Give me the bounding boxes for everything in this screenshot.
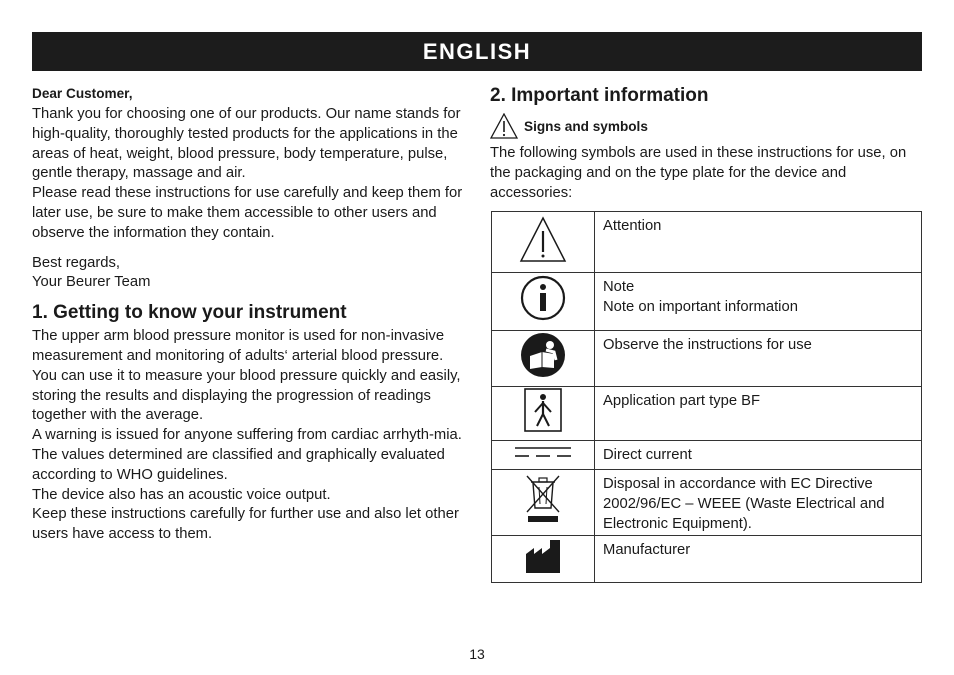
symbol-description: Manufacturer bbox=[603, 542, 691, 558]
symbol-description: Note bbox=[603, 279, 635, 295]
section-1-title: 1. Getting to know your instrument bbox=[32, 302, 347, 324]
symbols-intro: The following symbols are used in these instructions for use, on the packaging and on the type plate for the device and accessories: bbox=[490, 145, 907, 201]
intro-paragraph-2: Please read these instructions for use carefully and keep them for later use, be sure to make them accessible to other users and observe the information they contain. bbox=[32, 185, 463, 241]
language-banner bbox=[32, 32, 922, 71]
right-column bbox=[490, 84, 922, 203]
signs-heading: Signs and symbols bbox=[524, 118, 648, 134]
team-signature: Your Beurer Team bbox=[32, 274, 151, 291]
symbol-description: Disposal in accordance with EC Directive 2002/96/EC – WEEE (Waste Electrical and Electronic Equipment). bbox=[603, 476, 885, 532]
symbol-description: Attention bbox=[603, 218, 662, 234]
language-title: ENGLISH bbox=[422, 38, 532, 64]
greeting: Dear Customer, bbox=[32, 86, 133, 101]
direct-current-icon bbox=[513, 445, 573, 459]
table-row bbox=[492, 470, 922, 536]
section-1-paragraph: Keep these instructions carefully for further use and also let other users have access to them. bbox=[32, 506, 459, 543]
section-2-title: 2. Important information bbox=[490, 85, 709, 106]
symbol-description: Direct current bbox=[603, 447, 692, 463]
symbol-description: Observe the instructions for use bbox=[603, 337, 812, 353]
signs-heading-row bbox=[490, 112, 922, 140]
section-1-paragraph: A warning is issued for anyone suffering from cardiac arrhyth-mia. bbox=[32, 427, 462, 444]
weee-crossed-bin-icon bbox=[525, 474, 561, 524]
regards: Best regards, bbox=[32, 254, 121, 271]
type-bf-person-icon bbox=[524, 388, 562, 432]
symbol-description-detail: Note on important information bbox=[603, 298, 798, 315]
warning-triangle-icon bbox=[490, 113, 518, 139]
table-row bbox=[492, 212, 922, 273]
attention-triangle-icon bbox=[519, 215, 567, 263]
table-row bbox=[492, 536, 922, 583]
table-row bbox=[492, 273, 922, 331]
left-column bbox=[32, 84, 468, 545]
symbols-table bbox=[491, 211, 922, 583]
section-1-paragraph: The device also has an acoustic voice output. bbox=[32, 486, 331, 503]
intro-paragraph-1: Thank you for choosing one of our products. Our name stands for high-quality, thoroughly tested products for the applications in the areas of heat, weight, blood pressure, body temperature, pulse, gentle therapy, massage and air. bbox=[32, 106, 461, 182]
section-1-paragraph: The values determined are classified and graphically evaluated according to WHO guidelines. bbox=[32, 446, 445, 483]
table-row bbox=[492, 441, 922, 470]
section-1-paragraph: The upper arm blood pressure monitor is used for non-invasive measurement and monitoring of adults‘ arterial blood pressure. You can use it to measure your blood pressure quickly and easily, storing the results and displaying the progression of readings together with the average. bbox=[32, 328, 461, 424]
read-manual-icon bbox=[520, 332, 566, 378]
page-number: 13 bbox=[469, 646, 485, 662]
manufacturer-factory-icon bbox=[525, 538, 561, 574]
table-row bbox=[492, 331, 922, 387]
symbol-description: Application part type BF bbox=[603, 393, 761, 409]
table-row bbox=[492, 387, 922, 441]
info-circle-icon bbox=[520, 275, 566, 321]
